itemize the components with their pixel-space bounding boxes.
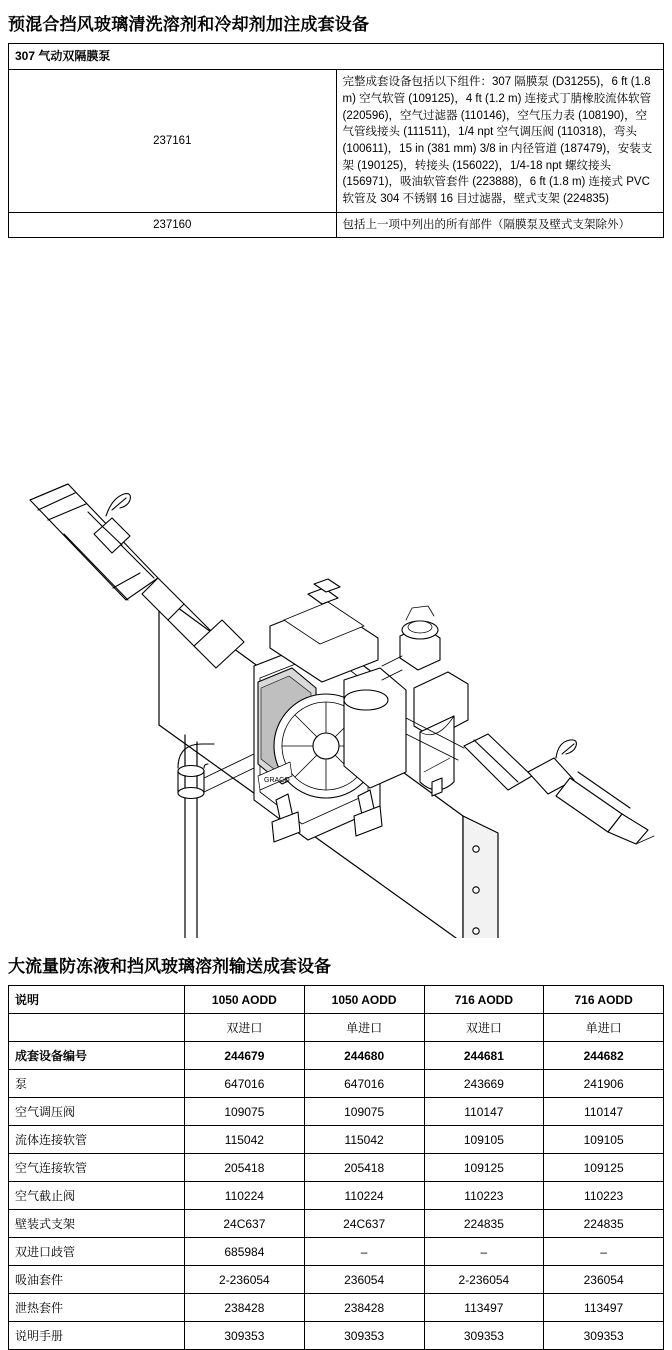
row-value: 224835 [544, 1210, 664, 1238]
row-value: 309353 [544, 1322, 664, 1350]
row-label: 双进口歧管 [9, 1238, 185, 1266]
row-value: 115042 [304, 1126, 424, 1154]
matrix-col-1: 1050 AODD [185, 986, 305, 1014]
row-value: 110147 [544, 1098, 664, 1126]
row-value: 647016 [185, 1070, 305, 1098]
row-value: 244682 [544, 1042, 664, 1070]
matrix-col-3: 716 AODD [424, 986, 544, 1014]
row-label: 成套设备编号 [9, 1042, 185, 1070]
table-row [9, 1238, 664, 1266]
row-value: – [424, 1238, 544, 1266]
page-title: 预混合挡风玻璃清洗溶剂和冷却剂加注成套设备 [8, 15, 370, 34]
row-value: 205418 [185, 1154, 305, 1182]
row-value: 24C637 [185, 1210, 305, 1238]
left-fluid-hose [30, 484, 244, 668]
matrix-col-4: 716 AODD [544, 986, 664, 1014]
table-row [9, 70, 664, 212]
table-row [9, 1210, 664, 1238]
row-value: 224835 [424, 1210, 544, 1238]
row-label: 壁装式支架 [9, 1210, 185, 1238]
row-value: 236054 [304, 1266, 424, 1294]
matrix-subcol-3: 双进口 [424, 1014, 544, 1042]
row-value: 109105 [544, 1126, 664, 1154]
table-row [9, 1126, 664, 1154]
row-value: – [544, 1238, 664, 1266]
row-value: 110224 [304, 1182, 424, 1210]
row-label: 流体连接软管 [9, 1126, 185, 1154]
row-label: 空气连接软管 [9, 1154, 185, 1182]
table-row [9, 212, 664, 238]
matrix-subheader-label [9, 1014, 185, 1042]
description-cell: 完整成套设备包括以下组件：307 隔膜泵 (D31255)，6 ft (1.8 m) 空气软管 (109125)，4 ft (1.2 m) 连接式丁腈橡胶流体软管 (220596)，空气过滤器 (110146)，空气压力表 (108190)，空气管线接头 (111511)，1/4 npt 空气调压阀 (110318)，弯头 (100611)，15 in (381 mm) 3/8 in 内径管道 (187479)，安装支架 (190125)，转接头 (156022)，1/4-18 npt 螺纹接头 (156971)，吸油软管套件 (223888)，6 ft (1.8 m) 连接式 PVC 软管及 304 不锈钢 16 目过滤器，壁式支架 (224835) [336, 70, 664, 212]
row-value: 2-236054 [424, 1266, 544, 1294]
row-value: 110223 [544, 1182, 664, 1210]
table-row [9, 1042, 664, 1070]
row-value: 238428 [185, 1294, 305, 1322]
matrix-col-description: 说明 [9, 986, 185, 1014]
row-label: 空气调压阀 [9, 1098, 185, 1126]
row-value: 109125 [544, 1154, 664, 1182]
row-value: 685984 [185, 1238, 305, 1266]
row-value: 2-236054 [185, 1266, 305, 1294]
row-value: 243669 [424, 1070, 544, 1098]
description-cell: 包括上一项中列出的所有部件（隔膜泵及壁式支架除外） [336, 212, 664, 238]
row-value: 110224 [185, 1182, 305, 1210]
row-label: 泄热套件 [9, 1294, 185, 1322]
matrix-header-row [9, 986, 664, 1014]
section2-title: 大流量防冻液和挡风玻璃溶剂输送成套设备 [8, 957, 331, 977]
part-number-cell: 237160 [9, 212, 337, 238]
row-value: 205418 [304, 1154, 424, 1182]
row-value: 244680 [304, 1042, 424, 1070]
row-label: 说明手册 [9, 1322, 185, 1350]
row-value: 109105 [424, 1126, 544, 1154]
kit-contents-table [8, 43, 664, 238]
row-value: 244681 [424, 1042, 544, 1070]
row-value: 647016 [304, 1070, 424, 1098]
table-row [9, 1322, 664, 1350]
row-value: 241906 [544, 1070, 664, 1098]
table-row [9, 1294, 664, 1322]
row-value: 309353 [304, 1322, 424, 1350]
table-header-row [9, 44, 664, 70]
row-value: – [304, 1238, 424, 1266]
matrix-col-2: 1050 AODD [304, 986, 424, 1014]
row-value: 236054 [544, 1266, 664, 1294]
row-value: 115042 [185, 1126, 305, 1154]
assembly-illustration [8, 248, 664, 938]
row-value: 109075 [185, 1098, 305, 1126]
table-row [9, 1266, 664, 1294]
part-number-cell: 237161 [9, 70, 337, 212]
row-value: 113497 [544, 1294, 664, 1322]
row-value: 244679 [185, 1042, 305, 1070]
row-value: 24C637 [304, 1210, 424, 1238]
svg-text:GRACO: GRACO [264, 777, 290, 785]
row-label: 吸油套件 [9, 1266, 185, 1294]
row-value: 109075 [304, 1098, 424, 1126]
row-value: 113497 [424, 1294, 544, 1322]
table-row [9, 1070, 664, 1098]
matrix-subcol-2: 单进口 [304, 1014, 424, 1042]
table-row [9, 1154, 664, 1182]
row-label: 泵 [9, 1070, 185, 1098]
row-value: 309353 [185, 1322, 305, 1350]
row-value: 238428 [304, 1294, 424, 1322]
matrix-subcol-4: 单进口 [544, 1014, 664, 1042]
pump-type-header: 307 气动双隔膜泵 [9, 44, 664, 70]
kit-matrix-table [8, 985, 664, 1350]
matrix-subheader-row [9, 1014, 664, 1042]
row-label: 空气截止阀 [9, 1182, 185, 1210]
row-value: 309353 [424, 1322, 544, 1350]
row-value: 109125 [424, 1154, 544, 1182]
table-row [9, 1098, 664, 1126]
document-page [0, 10, 672, 1350]
row-value: 110147 [424, 1098, 544, 1126]
table-row [9, 1182, 664, 1210]
right-air-hose [464, 734, 654, 844]
row-value: 110223 [424, 1182, 544, 1210]
matrix-subcol-1: 双进口 [185, 1014, 305, 1042]
